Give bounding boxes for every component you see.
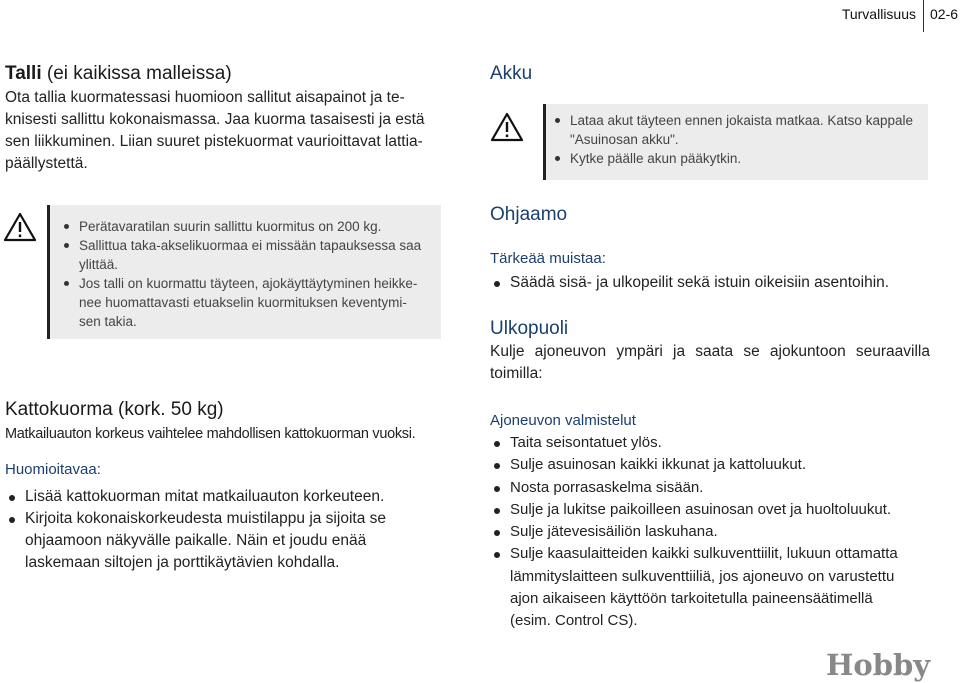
kattokuorma-text: Matkailuauton korkeus vaihtelee mahdollisen kattokuorman vuoksi. bbox=[5, 426, 416, 442]
ohjaamo-title: Ohjaamo bbox=[490, 204, 568, 225]
header-divider bbox=[923, 0, 924, 32]
warning-triangle-icon bbox=[3, 212, 37, 242]
talli-text: Ota tallia kuormatessasi huomioon sallitut aisapainot ja te- knisesti sallittu kokonaismassa. Jaa kuorma tasaisesti ja estä sen liikkuminen. Liian suuret pistekuormat vaurioittavat lattia- päällystettä. bbox=[5, 89, 425, 172]
ajoneuvon-section bbox=[490, 411, 930, 633]
list-item: Jos talli on kuormattu täyteen, ajokäyttäytyminen heikke- nee huomattavasti etuakselin kuormituksen keventymi- sen takia. bbox=[61, 274, 441, 331]
section-title: Turvallisuus bbox=[841, 6, 916, 22]
kattokuorma-list bbox=[5, 486, 450, 574]
ajoneuvon-subheading: Ajoneuvon valmistelut bbox=[490, 412, 636, 429]
ajoneuvon-list bbox=[490, 432, 930, 633]
talli-title: Talli (ei kaikissa malleissa) bbox=[5, 63, 232, 84]
talli-warning-bar bbox=[47, 205, 50, 339]
akku-section bbox=[490, 62, 532, 86]
talli-section bbox=[5, 62, 445, 175]
ohjaamo-section bbox=[490, 203, 935, 294]
page-header bbox=[0, 0, 960, 32]
list-item: Lisää kattokuorman mitat matkailuauton korkeuteen. bbox=[5, 486, 450, 508]
ulkopuoli-section bbox=[490, 317, 930, 385]
ohjaamo-subheading: Tärkeää muistaa: bbox=[490, 250, 606, 267]
list-item: Perätavaratilan suurin sallittu kuormitus on 200 kg. bbox=[61, 217, 441, 236]
list-item: Sulje jätevesisäiliön laskuhana. bbox=[490, 521, 930, 543]
list-item: Lataa akut täyteen ennen jokaista matkaa. Katso kappale "Asuinosan akku". bbox=[552, 111, 922, 149]
list-item: Taita seisontatuet ylös. bbox=[490, 432, 930, 454]
list-item: Sulje ja lukitse paikoilleen asuinosan ovet ja huoltoluukut. bbox=[490, 499, 930, 521]
akku-warning-text bbox=[552, 111, 922, 168]
talli-warning-text bbox=[61, 217, 441, 331]
hobby-logo: Hobby bbox=[826, 648, 931, 682]
list-item: Sulje kaasulaitteiden kaikki sulkuventtiilit, lukuun ottamatta lämmityslaitteen sulkuventtiiliä, jos ajoneuvo on varustettu ajon aikaiseen käyttöön tarkoitetulla paineensäätimellä (esim. Control CS). bbox=[490, 543, 930, 632]
ulkopuoli-line-2: toimilla: bbox=[490, 365, 543, 382]
list-item: Kytke päälle akun pääkytkin. bbox=[552, 149, 922, 168]
page-number: 02-6 bbox=[930, 6, 959, 22]
kattokuorma-section bbox=[5, 398, 450, 574]
ulkopuoli-line-1: Kulje ajoneuvon ympäri ja saata se ajokuntoon seuraavilla bbox=[490, 343, 930, 360]
kattokuorma-title: Kattokuorma (kork. 50 kg) bbox=[5, 399, 224, 420]
list-item: Nosta porrasaskelma sisään. bbox=[490, 477, 930, 499]
kattokuorma-subheading: Huomioitavaa: bbox=[5, 461, 101, 478]
ulkopuoli-title: Ulkopuoli bbox=[490, 318, 569, 339]
warning-triangle-icon bbox=[490, 112, 524, 142]
list-item: Kirjoita kokonaiskorkeudesta muistilappu ja sijoita se ohjaamoon näkyvälle paikalle. Näin et joudu enää laskemaan siltojen ja porttikäytävien kohdalla. bbox=[5, 508, 450, 574]
list-item: Sallittua taka-akselikuormaa ei missään tapauksessa saa ylittää. bbox=[61, 236, 441, 274]
akku-warning-bar bbox=[543, 104, 546, 180]
ohjaamo-list bbox=[490, 272, 935, 294]
list-item: Säädä sisä- ja ulkopeilit sekä istuin oikeisiin asentoihin. bbox=[490, 272, 935, 294]
list-item: Sulje asuinosan kaikki ikkunat ja kattoluukut. bbox=[490, 454, 930, 476]
akku-title: Akku bbox=[490, 63, 533, 84]
